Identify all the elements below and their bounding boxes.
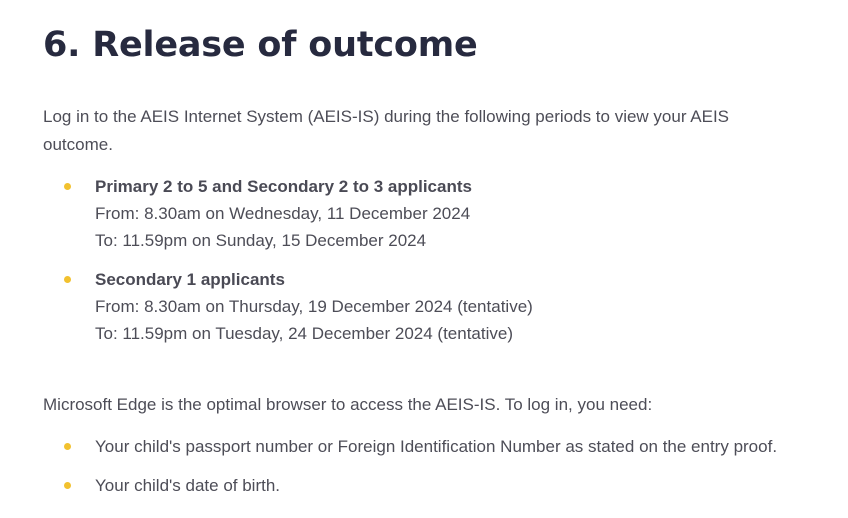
requirement-text: Your child's date of birth. <box>95 476 281 495</box>
requirement-text: Your child's passport number or Foreign Identification Number as stated on the entry proof. <box>95 437 778 456</box>
login-requirements-list <box>43 433 833 499</box>
period-from: From: 8.30am on Wednesday, 11 December 2024 <box>95 204 471 223</box>
bullet-dot-icon <box>64 443 71 450</box>
list-item <box>43 472 833 499</box>
section-title: 6. Release of outcome <box>43 25 478 65</box>
list-item <box>43 433 833 460</box>
intro-paragraph: Log in to the AEIS Internet System (AEIS-IS) during the following periods to view your AEIS outcome. <box>43 107 730 154</box>
period-from: From: 8.30am on Thursday, 19 December 2024 (tentative) <box>95 297 533 316</box>
bullet-dot-icon <box>64 276 71 283</box>
browser-note-paragraph: Microsoft Edge is the optimal browser to access the AEIS-IS. To log in, you need: <box>43 395 653 414</box>
release-periods-list <box>43 173 833 347</box>
period-to: To: 11.59pm on Tuesday, 24 December 2024 (tentative) <box>95 324 514 343</box>
list-item <box>43 173 833 254</box>
period-heading: Secondary 1 applicants <box>95 270 285 289</box>
bullet-dot-icon <box>64 183 71 190</box>
period-to: To: 11.59pm on Sunday, 15 December 2024 <box>95 231 427 250</box>
list-item <box>43 266 833 347</box>
bullet-dot-icon <box>64 482 71 489</box>
period-heading: Primary 2 to 5 and Secondary 2 to 3 applicants <box>95 177 472 196</box>
